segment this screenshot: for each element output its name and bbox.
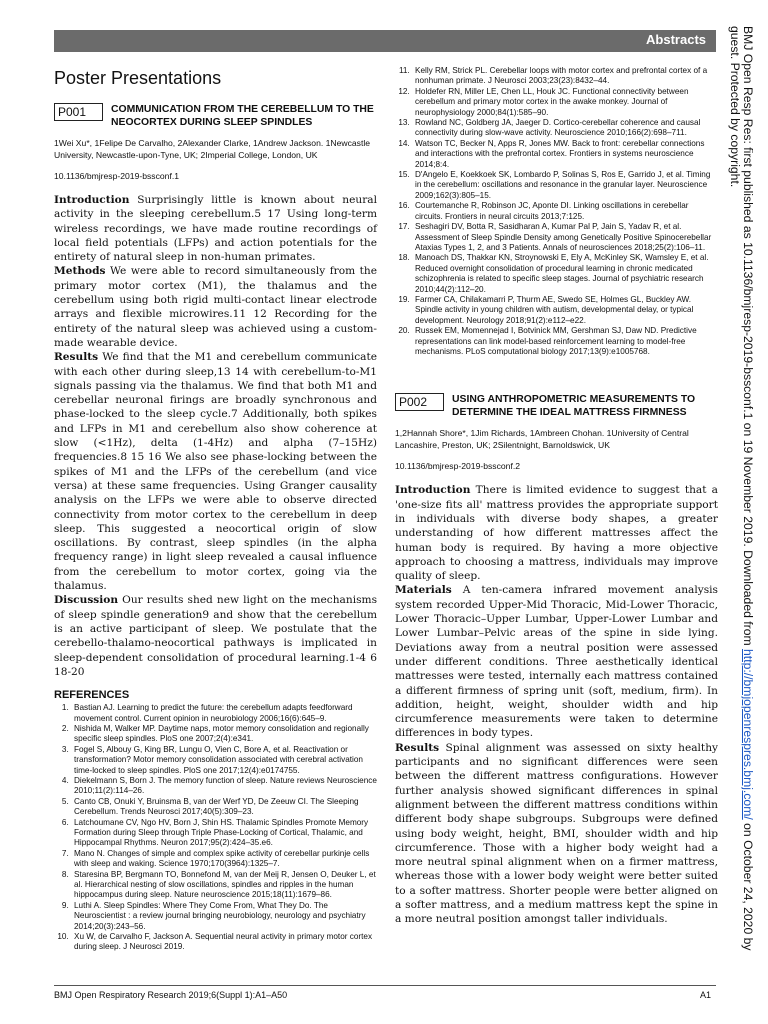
- paragraph-text: A ten-camera infrared movement analysis system recorded Upper-Mid Thoracic, Mid-Lower Thoracic, Lower Thoracic–Upper Lumbar, Upper-Lower Lumbar and Lower Lumbar–Pelvic areas of the spine in side lying. Deviations away from a neutral position were assessed under different conditions. Three aesthetically identical mattresses were tested, internally each mattress contained a different firmness of spring unit (soft, medium, firm). In addition, height, weight, shoulder width and hip circumference measurements were taken to determine differences in body types.: [395, 584, 718, 740]
- paragraph-text: We find that the M1 and cerebellum communicate with each other during sleep,13 14 with cerebellum-to-M1 signals passing via the thalamus. We find that both M1 and cerebellar neuronal firings are broadly synchronous and phase-locked to the sleep cycle.7 Additionally, both spikes and LFPs in M1 and cerebellum also show coherence at slow (<1Hz), delta (1-4Hz) and alpha (7–15Hz) frequencies.8 15 16 We also see phase-locking between the spikes of M1 and the LFPs of the cerebellum (and vice versa) at these same frequencies. Using Granger causality analysis on the LFPs we were able to observe directed connectivity from motor cortex to the cerebellum in deep sleep. This suggested a neocortical origin of slow oscillations. By contrast, sleep spindles (in the alpha frequency range) in light sleep revealed a causal influence from the cerebellum to motor cortex, going via the thalamus.: [54, 351, 377, 593]
- abstract-header-p002: [395, 393, 718, 419]
- reference-item: 2. Nishida M, Walker MP. Daytime naps, motor memory consolidation and regionally specific sleep spindles. PloS one 2007;2(4):e341.: [71, 724, 377, 745]
- section-label: Methods: [54, 265, 106, 278]
- reference-item: 17. Seshagiri DV, Botta R, Sasidharan A, Kumar Pal P, Jain S, Yadav R, et al. Assessment of Sleep Spindle Density among Genetically Positive Spinocerebellar Ataxias Types 1, 2, and 3 Patients. Annals of neurosciences 2018;25(2):106–11.: [412, 222, 718, 253]
- author-list: 1Wei Xu*, 1Felipe De Carvalho, 2Alexander Clarke, 1Andrew Jackson. 1Newcastle University, Newcastle-upon-Tyne, UK; 2Imperial College, London, UK: [54, 138, 371, 160]
- doi: 10.1136/bmjresp-2019-bssconf.1: [54, 171, 180, 181]
- materials-paragraph: [395, 583, 718, 740]
- paragraph-text: There is limited evidence to suggest that a 'one-size fits all' mattress provides the appropriate support in individuals with diverse body shapes, a greater understanding of how different mattresses affect the human body is required. By having a more objective approach to choosing a mattress, individuals may improve quality of sleep.: [395, 484, 718, 583]
- reference-list: [54, 703, 377, 953]
- author-list: 1,2Hannah Shore*, 1Jim Richards, 1Ambreen Chohan. 1University of Central Lancashire, Preston, UK; 2Silentnight, Barnoldswick, UK: [395, 428, 689, 451]
- journal-footer: BMJ Open Respiratory Research 2019;6(Suppl 1):A1–A50: [54, 990, 288, 1000]
- section-title: Poster Presentations: [54, 68, 222, 88]
- reference-item: 16. Courtemanche R, Robinson JC, Aponte DI. Linking oscillations in cerebellar circuits. Frontiers in neural circuits 2013;7:125.: [412, 201, 718, 222]
- discussion-paragraph: [54, 593, 377, 679]
- side-note-prefix: BMJ Open Resp Res: first published as 10.1136/bmjresp-2019-bssconf.1 on 19 November 2019. Downloaded from: [741, 26, 755, 650]
- section-label: Materials: [395, 584, 452, 597]
- reference-item: 10. Xu W, de Carvalho F, Jackson A. Sequential neural activity in primary motor cortex during sleep. J Neurosci 2019.: [71, 932, 377, 953]
- reference-item: 13. Rowland NC, Goldberg JA, Jaeger D. Cortico-cerebellar coherence and causal connectivity during slow-wave activity. Neuroscience 2010;166(2):698–711.: [412, 118, 718, 139]
- abstracts-banner: [54, 30, 716, 52]
- reference-item: 4. Diekelmann S, Born J. The memory function of sleep. Nature reviews Neuroscience 2010;11(2):114–26.: [71, 776, 377, 797]
- abstract-title: USING ANTHROPOMETRIC MEASUREMENTS TO DETERMINE THE IDEAL MATTRESS FIRMNESS: [452, 394, 696, 419]
- reference-item: 18. Manoach DS, Thakkar KN, Stroynowski E, Ely A, McKinley SK, Wamsley E, et al. Reduced overnight consolidation of procedural learning in chronic medicated schizophrenia is related to specific sleep stages. Journal of psychiatric research 2010;44(2):112–20.: [412, 253, 718, 295]
- reference-item: 6. Latchoumane CV, Ngo HV, Born J, Shin HS. Thalamic Spindles Promote Memory Formation during Sleep through Triple Phase-Locking of Cortical, Thalamic, and Hippocampal Rhythms. Neuron 2017;95(2):424–35.e6.: [71, 818, 377, 849]
- paragraph-text: Spinal alignment was assessed on sixty healthy participants and no significant differences were seen between the different mattress configurations. However further analysis showed significant differences in spinal alignment between the different mattress conditions within different body shape subgroups. Subgroups were defined using body weight, height, BMI, shoulder width and hip circumference. Those with a higher body weight had a more neutral spinal alignment when on a firmer mattress, whereas those with a lower body weight were better suited to a softer mattress. Shorter people were better aligned on a softer mattress, and a medium mattress kept the spine in a more neutral position amongst taller individuals.: [395, 741, 718, 926]
- page-number: A1: [700, 990, 712, 1000]
- references-heading: REFERENCES: [54, 689, 130, 702]
- abstract-header-p001: [54, 103, 377, 129]
- reference-list-continued: [395, 66, 718, 357]
- reference-item: 12. Holdefer RN, Miller LE, Chen LL, Houk JC. Functional connectivity between cerebellum and primary motor cortex in the awake monkey. Journal of neurophysiology 2000;84(1):585–90.: [412, 87, 718, 118]
- right-column: [395, 66, 718, 927]
- intro-paragraph: [395, 483, 718, 583]
- journal-link[interactable]: http://bmjopenrespres.bmj.com/: [741, 649, 755, 820]
- footer-rule: [54, 985, 716, 986]
- reference-item: 14. Watson TC, Becker N, Apps R, Jones MW. Back to front: cerebellar connections and interactions with the prefrontal cortex. Frontiers in systems neuroscience 2014;8:4.: [412, 139, 718, 170]
- methods-paragraph: [54, 264, 377, 350]
- section-label: Discussion: [54, 594, 119, 607]
- doi: 10.1136/bmjresp-2019-bssconf.2: [395, 461, 521, 472]
- abstract-body: [54, 193, 377, 679]
- paragraph-text: Our results shed new light on the mechanisms of sleep spindle generation9 and show that the cerebellum is an active participant of sleep. We postulate that the cerebello-thalamo-neocortical pathways is implicated in sleep-dependent consolidation of procedural learning.1-4 6 18-20: [54, 594, 378, 678]
- abstract-id: P002: [395, 393, 444, 411]
- reference-item: 5. Canto CB, Onuki Y, Bruinsma B, van der Werf YD, De Zeeuw CI. The Sleeping Cerebellum. Trends Neurosci 2017;40(5):309–23.: [71, 797, 377, 818]
- paragraph-text: We were able to record simultaneously from the primary motor cortex (M1), the thalamus and the cerebellum using both rigid multi-contact linear electrode arrays and flexible microwires.11 12 Recording for the entirety of the natural sleep was achieved using a custom-made wearable device.: [54, 265, 378, 349]
- reference-item: 11. Kelly RM, Strick PL. Cerebellar loops with motor cortex and prefrontal cortex of a nonhuman primate. J Neurosci 2003;23(23):8432–44.: [412, 66, 718, 87]
- section-label: Introduction: [54, 194, 130, 206]
- reference-item: 20. Russek EM, Momennejad I, Botvinick MM, Gershman SJ, Daw ND. Predictive representations can link model-based reinforcement learning to model-free mechanisms. PLoS computational biology 2017;13(9):e1005768.: [412, 326, 718, 357]
- reference-item: 7. Mano N. Changes of simple and complex spike activity of cerebellar purkinje cells with sleep and waking. Science 1970;170(3964):1325–7.: [71, 849, 377, 870]
- left-column: [54, 66, 377, 953]
- reference-item: 15. D'Angelo E, Koekkoek SK, Lombardo P, Solinas S, Ros E, Garrido J, et al. Timing in the cerebellum: oscillations and resonance in the granular layer. Neuroscience 2009;162(3):805–15.: [412, 170, 718, 201]
- abstract-id: P001: [54, 103, 103, 121]
- section-label: Introduction: [395, 484, 471, 497]
- reference-item: 3. Fogel S, Albouy G, King BR, Lungu O, Vien C, Bore A, et al. Reactivation or transformation? Motor memory consolidation associated with cerebral activation time-locked to sleep spindles. PloS one 2017;12(4):e0174755.: [71, 745, 377, 776]
- side-note-suffix: on October 24, 2020 by guest. Protected by copyright.: [728, 26, 755, 951]
- reference-item: 9. Luthi A. Sleep Spindles: Where They Come From, What They Do. The Neuroscientist : a review journal bringing neurobiology, neurology and psychiatry 2014;20(3):243–56.: [71, 901, 377, 932]
- results-paragraph: [395, 741, 718, 927]
- reference-item: 19. Farmer CA, Chilakamarri P, Thurm AE, Swedo SE, Holmes GL, Buckley AW. Spindle activity in young children with autism, developmental delay, or typical development. Neurology 2018;91(2):e112–e22.: [412, 295, 718, 326]
- intro-paragraph: [54, 193, 377, 264]
- banner-label: Abstracts: [646, 32, 706, 47]
- section-label: Results: [54, 351, 99, 364]
- copyright-side-note: [728, 26, 754, 986]
- reference-item: 1. Bastian AJ. Learning to predict the future: the cerebellum adapts feedforward movement control. Current opinion in neurobiology 2006;16(6):645–9.: [71, 703, 377, 724]
- section-label: Results: [395, 741, 440, 754]
- paragraph-text: Surprisingly little is known about neural activity in the sleeping cerebellum.5 17 Using long-term wireless recordings, we have made routine recordings of local field potentials (LFPs) and action potentials for the entirety of natural sleep in non-human primates.: [54, 194, 377, 264]
- results-paragraph: [54, 350, 377, 593]
- reference-item: 8. Staresina BP, Bergmann TO, Bonnefond M, van der Meij R, Jensen O, Deuker L, et al. Hierarchical nesting of slow oscillations, spindles and ripples in the human hippocampus during sleep. Nature neuroscience 2015;18(11):1679–86.: [71, 870, 377, 901]
- abstract-body: [395, 483, 718, 926]
- abstract-title: COMMUNICATION FROM THE CEREBELLUM TO THE NEOCORTEX DURING SLEEP SPINDLES: [111, 104, 374, 128]
